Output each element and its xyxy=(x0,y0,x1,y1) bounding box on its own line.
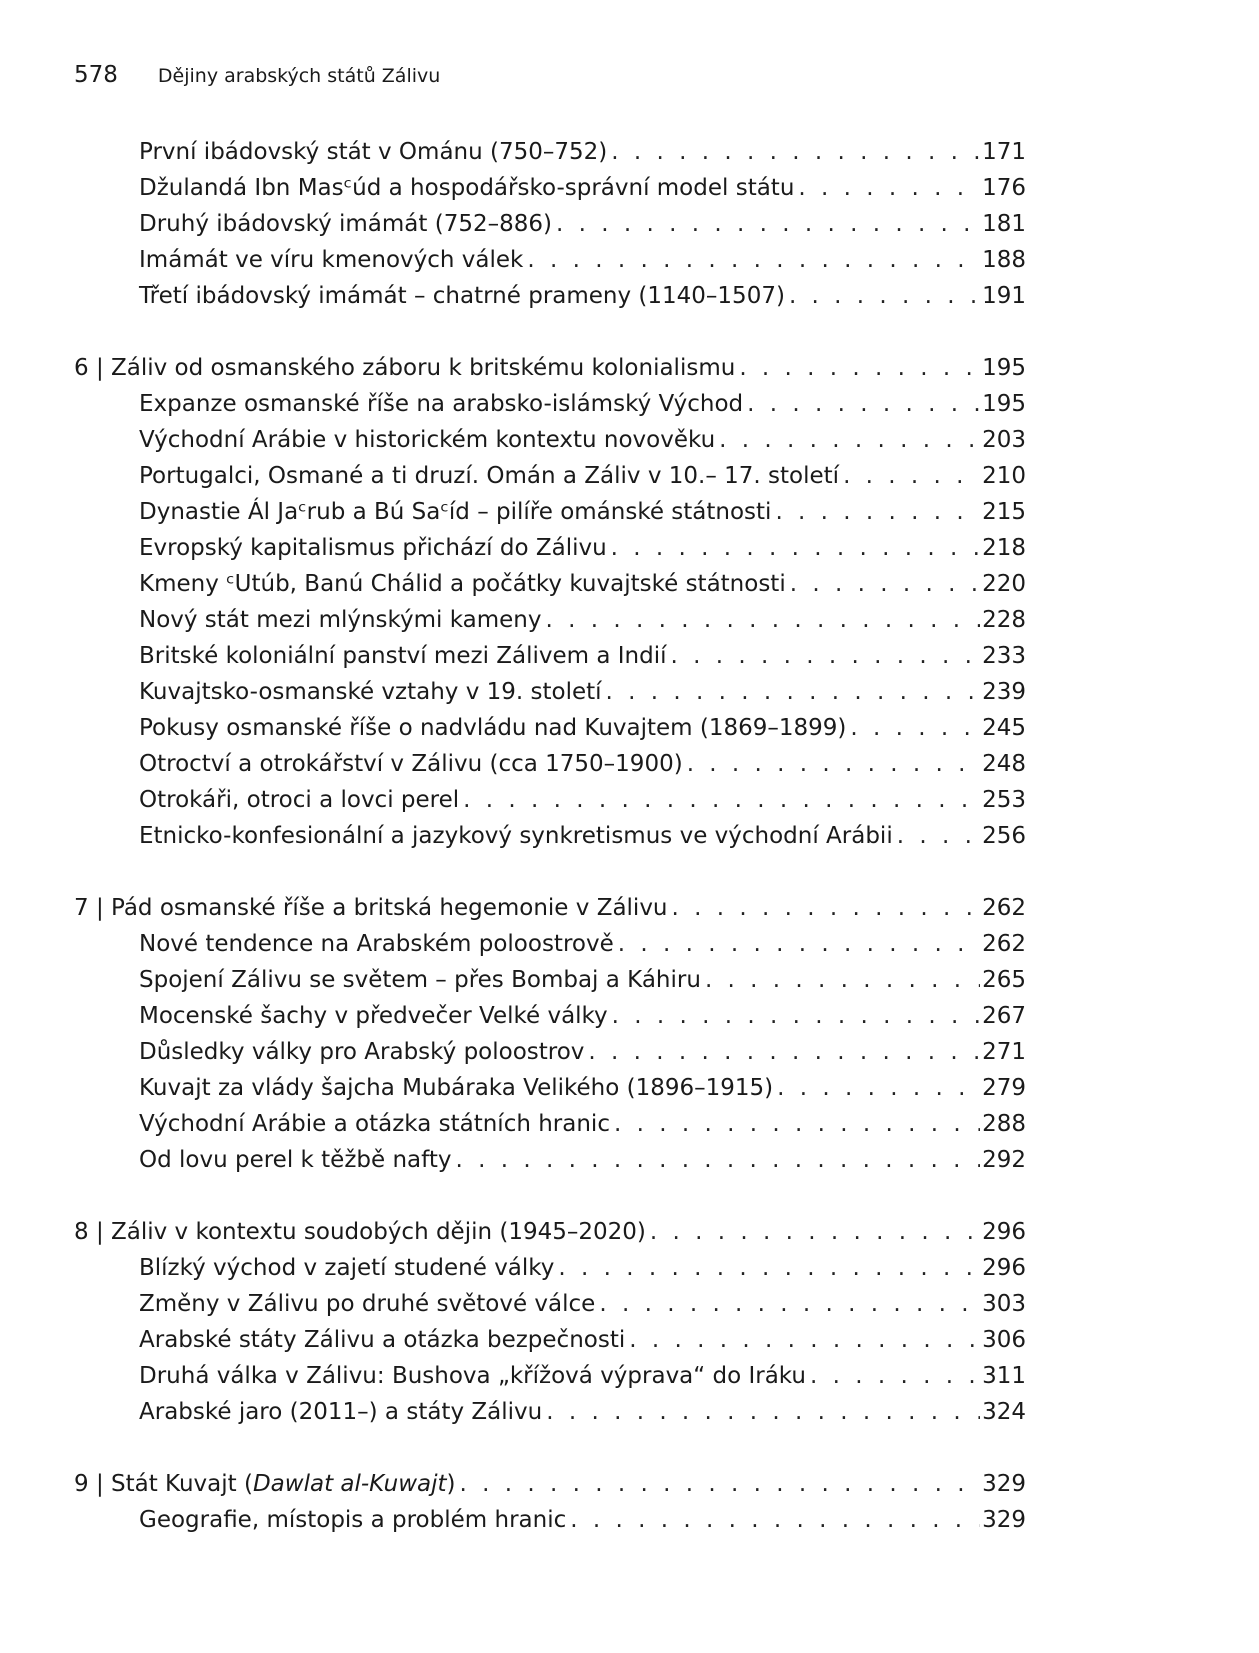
toc-entry xyxy=(74,602,1026,638)
toc-entry-page: 271 xyxy=(982,1039,1026,1065)
toc-entry-page: 324 xyxy=(982,1399,1026,1425)
toc-leader-dots xyxy=(570,1502,980,1538)
toc-leader-dots xyxy=(611,134,980,170)
toc-entry-page: 262 xyxy=(982,931,1026,957)
toc-leader-dots xyxy=(599,1286,980,1322)
toc-entry-page: 256 xyxy=(982,823,1026,849)
toc-entry-page: 215 xyxy=(982,499,1026,525)
page-number: 578 xyxy=(74,62,118,88)
toc-leader-dots xyxy=(705,962,980,998)
toc-entry-title: Džulandá Ibn Masᶜúd a hospodářsko-správní model státu xyxy=(139,175,795,201)
toc-entry xyxy=(74,1106,1026,1142)
toc-leader-dots xyxy=(558,1250,980,1286)
toc-chapter-page: 262 xyxy=(982,895,1026,921)
toc-entry-title: Nové tendence na Arabském poloostrově xyxy=(139,931,614,957)
toc-entry-page: 218 xyxy=(982,535,1026,561)
toc-chapter-title: 7 | Pád osmanské říše a britská hegemonie v Zálivu xyxy=(74,895,668,921)
toc-entry-title: Spojení Zálivu se světem – přes Bombaj a Káhiru xyxy=(139,967,701,993)
toc-leader-dots xyxy=(527,242,980,278)
toc-entry xyxy=(74,782,1026,818)
toc-leader-dots xyxy=(789,278,980,314)
toc-entry xyxy=(74,746,1026,782)
toc-leader-dots xyxy=(687,746,980,782)
section-gap xyxy=(74,314,1026,350)
toc-entry xyxy=(74,386,1026,422)
toc-leader-dots xyxy=(588,1034,980,1070)
toc-entry xyxy=(74,134,1026,170)
toc-leader-dots xyxy=(775,494,980,530)
section-gap xyxy=(74,1178,1026,1214)
toc-leader-dots xyxy=(460,1466,981,1502)
toc-entry-title: První ibádovský stát v Ománu (750–752) xyxy=(139,139,608,165)
toc-leader-dots xyxy=(672,890,981,926)
toc-entry-title: Nový stát mezi mlýnskými kameny xyxy=(139,607,542,633)
toc-entry xyxy=(74,242,1026,278)
toc-chapter-6 xyxy=(74,350,1026,386)
toc-entry xyxy=(74,494,1026,530)
toc-entry-title: Otrokáři, otroci a lovci perel xyxy=(139,787,460,813)
toc-entry xyxy=(74,170,1026,206)
toc-entry-page: 296 xyxy=(982,1255,1026,1281)
toc-entry xyxy=(74,422,1026,458)
toc-leader-dots xyxy=(629,1322,980,1358)
toc-leader-dots xyxy=(556,206,980,242)
toc-leader-dots xyxy=(897,818,980,854)
toc-chapter-title: 8 | Záliv v kontextu soudobých dějin (1945–2020) xyxy=(74,1219,646,1245)
toc-entry-page: 239 xyxy=(982,679,1026,705)
toc-leader-dots xyxy=(611,530,980,566)
toc-entry-title: Britské koloniální panství mezi Zálivem a Indií xyxy=(139,643,667,669)
toc-entry-title: Kuvajt za vlády šajcha Mubáraka Velikého (1896–1915) xyxy=(139,1075,774,1101)
toc-entry xyxy=(74,1142,1026,1178)
toc-entry-page: 267 xyxy=(982,1003,1026,1029)
toc-entry-page: 306 xyxy=(982,1327,1026,1353)
toc-leader-dots xyxy=(612,998,980,1034)
section-gap xyxy=(74,854,1026,890)
toc-entry-page: 303 xyxy=(982,1291,1026,1317)
toc-entry-title: Etnicko-konfesionální a jazykový synkretismus ve východní Arábii xyxy=(139,823,893,849)
toc-entry-title: Arabské státy Zálivu a otázka bezpečnosti xyxy=(139,1327,626,1353)
toc-entry-title: Třetí ibádovský imámát – chatrné prameny (1140–1507) xyxy=(139,283,785,309)
toc-entry-page: 188 xyxy=(982,247,1026,273)
toc-entry xyxy=(74,1250,1026,1286)
toc-entry-page: 203 xyxy=(982,427,1026,453)
toc-leader-dots xyxy=(546,602,981,638)
toc-entry-page: 253 xyxy=(982,787,1026,813)
toc-entry xyxy=(74,1358,1026,1394)
toc-entry-page: 329 xyxy=(982,1507,1026,1533)
toc-leader-dots xyxy=(739,350,980,386)
toc-chapter-title-suffix: ) xyxy=(446,1471,456,1497)
toc-entry-title: Portugalci, Osmané a ti druzí. Omán a Záliv v 10.– 17. století xyxy=(139,463,840,489)
toc-chapter-8 xyxy=(74,1214,1026,1250)
toc-leader-dots xyxy=(810,1358,980,1394)
toc-entry-title: Geografie, místopis a problém hranic xyxy=(139,1507,567,1533)
toc-leader-dots xyxy=(546,1394,980,1430)
table-of-contents xyxy=(74,134,1026,1538)
toc-entry-page: 245 xyxy=(982,715,1026,741)
toc-leader-dots xyxy=(790,566,980,602)
toc-entry-title: Dynastie Ál Jaᶜrub a Bú Saᶜíd – pilíře ománské státnosti xyxy=(139,499,772,525)
toc-entry-title: Mocenské šachy v předvečer Velké války xyxy=(139,1003,608,1029)
toc-leader-dots xyxy=(798,170,980,206)
toc-entry-title: Změny v Zálivu po druhé světové válce xyxy=(139,1291,596,1317)
toc-chapter-7 xyxy=(74,890,1026,926)
toc-entry xyxy=(74,1502,1026,1538)
toc-entry-title: Východní Arábie a otázka státních hranic xyxy=(139,1111,610,1137)
toc-entry-page: 265 xyxy=(982,967,1026,993)
toc-entry-title: Druhý ibádovský imámát (752–886) xyxy=(139,211,552,237)
toc-entry-title: Kmeny ᶜUtúb, Banú Chálid a počátky kuvajtské státnosti xyxy=(139,571,786,597)
toc-leader-dots xyxy=(719,422,980,458)
toc-entry-page: 233 xyxy=(982,643,1026,669)
page-header xyxy=(74,62,440,92)
toc-leader-dots xyxy=(671,638,981,674)
toc-entry-title: Kuvajtsko-osmanské vztahy v 19. století xyxy=(139,679,602,705)
toc-entry xyxy=(74,674,1026,710)
toc-entry-title: Důsledky války pro Arabský poloostrov xyxy=(139,1039,585,1065)
toc-entry xyxy=(74,458,1026,494)
toc-entry-title: Expanze osmanské říše na arabsko-islámský Východ xyxy=(139,391,744,417)
toc-entry xyxy=(74,710,1026,746)
toc-entry-page: 181 xyxy=(982,211,1026,237)
toc-entry-title: Otroctví a otrokářství v Zálivu (cca 1750–1900) xyxy=(139,751,683,777)
toc-entry-page: 220 xyxy=(982,571,1026,597)
toc-chapter-page: 296 xyxy=(982,1219,1026,1245)
toc-entry xyxy=(74,962,1026,998)
toc-entry xyxy=(74,926,1026,962)
toc-leader-dots xyxy=(777,1070,980,1106)
toc-entry-title: Evropský kapitalismus přichází do Zálivu xyxy=(139,535,607,561)
toc-chapter-title-italic: Dawlat al-Kuwajt xyxy=(252,1471,447,1497)
toc-leader-dots xyxy=(618,926,980,962)
toc-chapter-9 xyxy=(74,1466,1026,1502)
toc-entry xyxy=(74,530,1026,566)
toc-entry-page: 288 xyxy=(982,1111,1026,1137)
toc-leader-dots xyxy=(614,1106,980,1142)
toc-entry-page: 311 xyxy=(982,1363,1026,1389)
toc-leader-dots xyxy=(606,674,981,710)
toc-chapter-page: 329 xyxy=(982,1471,1026,1497)
toc-entry xyxy=(74,998,1026,1034)
toc-leader-dots xyxy=(650,1214,980,1250)
toc-entry xyxy=(74,1070,1026,1106)
toc-leader-dots xyxy=(843,458,980,494)
toc-entry xyxy=(74,206,1026,242)
toc-entry xyxy=(74,1394,1026,1430)
toc-entry xyxy=(74,1286,1026,1322)
toc-entry-page: 176 xyxy=(982,175,1026,201)
toc-entry xyxy=(74,1034,1026,1070)
toc-entry-title: Blízký východ v zajetí studené války xyxy=(139,1255,555,1281)
toc-entry-title: Imámát ve víru kmenových válek xyxy=(139,247,524,273)
toc-leader-dots xyxy=(455,1142,980,1178)
toc-entry xyxy=(74,566,1026,602)
toc-leader-dots xyxy=(747,386,980,422)
toc-entry xyxy=(74,638,1026,674)
toc-entry xyxy=(74,818,1026,854)
toc-entry-page: 279 xyxy=(982,1075,1026,1101)
toc-entry-page: 228 xyxy=(982,607,1026,633)
toc-chapter-page: 195 xyxy=(982,355,1026,381)
toc-chapter-title-prefix: 9 | Stát Kuvajt ( xyxy=(74,1471,253,1497)
toc-entry-title: Východní Arábie v historickém kontextu novověku xyxy=(139,427,716,453)
toc-entry-page: 292 xyxy=(982,1147,1026,1173)
toc-chapter-title xyxy=(74,1466,460,1502)
section-gap xyxy=(74,1430,1026,1466)
toc-leader-dots xyxy=(463,782,980,818)
toc-leader-dots xyxy=(850,710,980,746)
toc-entry xyxy=(74,1322,1026,1358)
toc-entry-page: 171 xyxy=(982,139,1026,165)
toc-entry-title: Pokusy osmanské říše o nadvládu nad Kuvajtem (1869–1899) xyxy=(139,715,847,741)
toc-entry-page: 210 xyxy=(982,463,1026,489)
toc-entry-title: Od lovu perel k těžbě nafty xyxy=(139,1147,452,1173)
toc-entry-title: Arabské jaro (2011–) a státy Zálivu xyxy=(139,1399,543,1425)
toc-entry xyxy=(74,278,1026,314)
toc-entry-page: 191 xyxy=(982,283,1026,309)
toc-entry-page: 248 xyxy=(982,751,1026,777)
toc-entry-title: Druhá válka v Zálivu: Bushova „křížová výprava“ do Iráku xyxy=(139,1363,806,1389)
toc-chapter-title: 6 | Záliv od osmanského záboru k britskému kolonialismu xyxy=(74,355,736,381)
running-title: Dějiny arabských států Zálivu xyxy=(157,65,441,87)
toc-entry-page: 195 xyxy=(982,391,1026,417)
